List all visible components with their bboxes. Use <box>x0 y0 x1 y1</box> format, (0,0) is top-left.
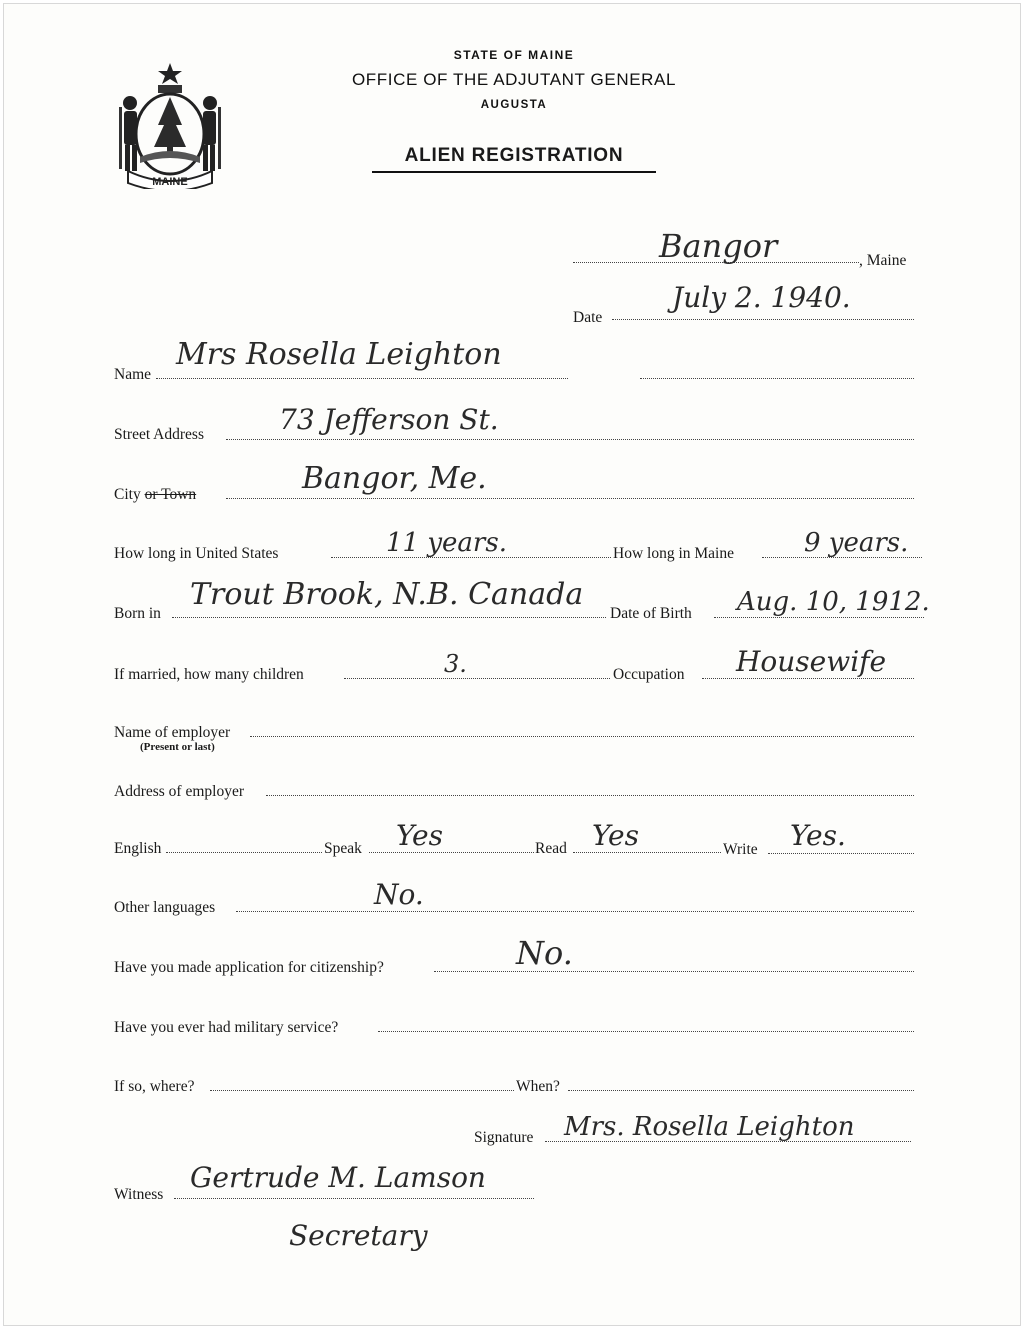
military-line <box>378 1031 914 1032</box>
write-line <box>768 853 914 854</box>
employer-address-line <box>266 795 914 796</box>
dob-value[interactable]: Aug. 10, 1912. <box>737 587 930 617</box>
read-line <box>573 852 721 853</box>
occupation-line <box>702 678 914 679</box>
citizenship-label: Have you made application for citizenship? <box>114 959 384 976</box>
where-label: If so, where? <box>114 1078 195 1095</box>
signature-label: Signature <box>474 1129 534 1146</box>
witness-label: Witness <box>114 1186 164 1203</box>
where-line <box>210 1090 514 1091</box>
other-languages-value[interactable]: No. <box>374 878 424 911</box>
write-value[interactable]: Yes. <box>790 819 846 852</box>
english-line <box>166 852 322 853</box>
citizenship-line <box>434 971 914 972</box>
military-label: Have you ever had military service? <box>114 1019 339 1036</box>
date-label: Date <box>573 309 603 326</box>
english-label: English <box>114 840 162 857</box>
years-us-value[interactable]: 11 years. <box>386 528 507 558</box>
other-languages-label: Other languages <box>114 899 216 916</box>
when-label: When? <box>516 1078 560 1095</box>
signature-value[interactable]: Mrs. Rosella Leighton <box>564 1112 855 1142</box>
speak-label: Speak <box>324 840 362 857</box>
city-label-kept: City <box>114 486 145 503</box>
name-value[interactable]: Mrs Rosella Leighton <box>176 337 502 372</box>
place-suffix: , Maine <box>859 252 907 269</box>
occupation-value[interactable]: Housewife <box>736 645 887 678</box>
write-label: Write <box>723 841 758 858</box>
children-value[interactable]: 3. <box>444 650 467 678</box>
street-line <box>226 439 914 440</box>
children-label: If married, how many children <box>114 666 304 683</box>
registration-form-page <box>3 3 1021 1326</box>
when-line <box>568 1090 914 1091</box>
svg-text:MAINE: MAINE <box>152 176 188 188</box>
witness-line <box>174 1198 534 1199</box>
years-maine-label: How long in Maine <box>613 545 734 562</box>
header-city: AUGUSTA <box>480 99 548 111</box>
employer-line <box>250 736 914 737</box>
witness-title: Secretary <box>289 1219 428 1252</box>
form-title: ALIEN REGISTRATION <box>372 145 656 173</box>
city-label <box>114 486 196 504</box>
born-value[interactable]: Trout Brook, N.B. Canada <box>190 577 584 612</box>
employer-address-label: Address of employer <box>114 783 244 800</box>
born-label: Born in <box>114 605 161 622</box>
citizenship-value[interactable]: No. <box>516 934 573 972</box>
occupation-label: Occupation <box>613 666 685 683</box>
city-value[interactable]: Bangor, Me. <box>302 461 487 496</box>
children-line <box>344 678 610 679</box>
read-label: Read <box>535 840 567 857</box>
street-label: Street Address <box>114 426 204 443</box>
name-line-2 <box>640 378 914 379</box>
employer-sublabel: (Present or last) <box>140 741 215 753</box>
header-state: STATE OF MAINE <box>453 48 575 62</box>
date-value[interactable]: July 2. 1940. <box>672 281 851 314</box>
dob-line <box>714 617 924 618</box>
born-line <box>172 617 606 618</box>
date-line <box>612 319 914 320</box>
other-languages-line <box>236 911 914 912</box>
city-label-struck: or Town <box>144 486 197 503</box>
years-us-label: How long in United States <box>114 545 279 562</box>
years-maine-value[interactable]: 9 years. <box>804 528 909 558</box>
speak-line <box>369 852 534 853</box>
city-line <box>226 498 914 499</box>
header-office: OFFICE OF THE ADJUTANT GENERAL <box>351 70 677 89</box>
employer-label: Name of employer <box>114 724 231 741</box>
place-value[interactable]: Bangor <box>659 227 778 265</box>
witness-value[interactable]: Gertrude M. Lamson <box>190 1161 486 1194</box>
street-value[interactable]: 73 Jefferson St. <box>279 403 499 436</box>
name-label: Name <box>114 366 152 383</box>
name-line <box>156 378 568 379</box>
dob-label: Date of Birth <box>610 605 692 622</box>
maine-state-seal-icon <box>114 59 226 189</box>
speak-value[interactable]: Yes <box>396 819 443 852</box>
read-value[interactable]: Yes <box>592 819 639 852</box>
